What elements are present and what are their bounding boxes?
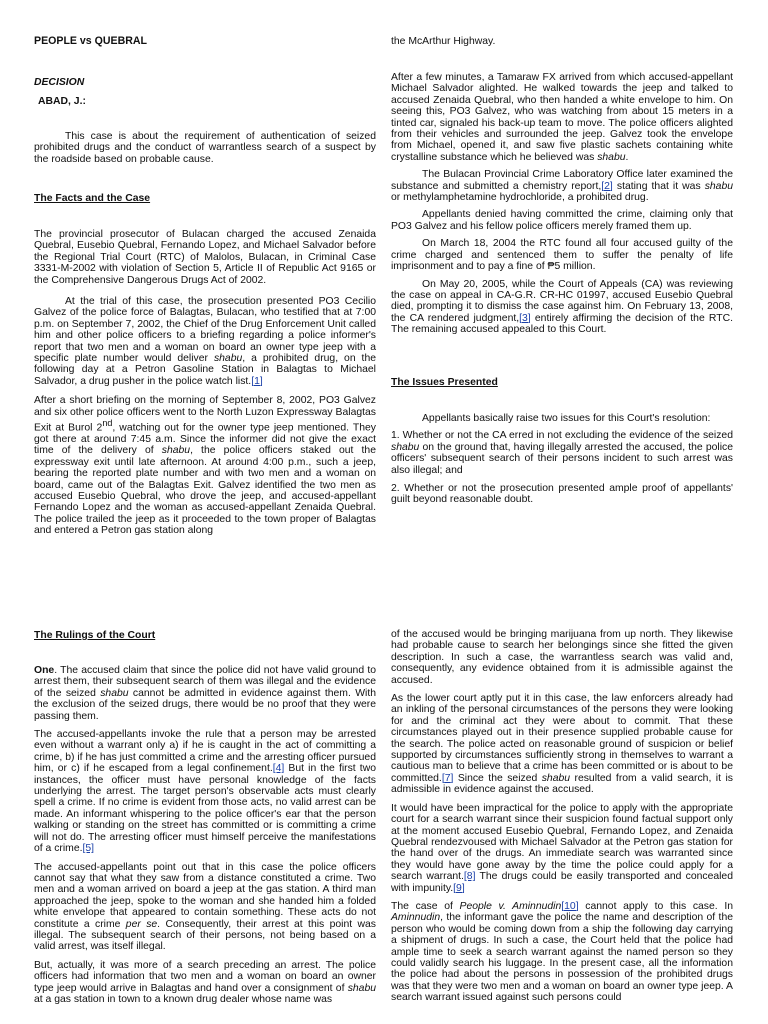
footnote-9-link[interactable]: [9] [453, 882, 465, 894]
footnote-2-link[interactable]: [2] [601, 180, 613, 192]
footnote-10-link[interactable]: [10] [561, 900, 579, 912]
rulings-paragraph-3: The accused-appellants point out that in this case the police officers cannot say that what they saw from a distance constituted a crime. Two men and a woman arrived on board a jeep at the gas station. A third man approached the jeep, spoke to the woman and she handed him a folded white envelope that appeared to contain something. These acts do not constitute a crime per se. Consequently, their arrest at this point was illegal. The subsequent search of their persons, not being based on a valid arrest, was itself illegal. [34, 861, 376, 953]
narrative-paragraph-5: On May 20, 2005, while the Court of Appeals (CA) was reviewing the case on appeal in CA-G.R. CR-HC 01997, accused Eusebio Quebral died, prompting it to dismiss the case against him. On February 13, 2008, the CA rendered judgment,[3] entirely affirming the decision of the RTC. The remaining accused appealed to this Court. [391, 278, 733, 336]
decision-label: DECISION [34, 77, 85, 88]
issues-column [391, 413, 733, 506]
analysis-paragraph-1: As the lower court aptly put it in this case, the law enforcers already had an inkling of the personal circumstances of the persons they were looking for and the criminal act they were about to commit. That these circumstances played out in their presence supplied probable cause for the search. The police acted on reasonable ground of suspicion or belief supported by circumstances sufficiently strong in themselves to warrant a cautious man to believe that a crime has been committed or is about to be committed.[7] Since the seized shabu resulted from a valid search, it is admissible in evidence against the accused. [391, 693, 733, 796]
facts-paragraph-2: At the trial of this case, the prosecution presented PO3 Cecilio Galvez of the police force of Balagtas, Bulacan, who testified that at 7:00 p.m. on September 7, 2002, the Chief of the Drug Enforcement Unit called him and other police officers to a briefing regarding a police informer's report that two men and a woman on board an owner type jeep with a specific plate number would deliver shabu, a prohibited drug, on the following day at a Petron Gasoline Station in Balagtas to Michael Salvador, a drug pusher in the police watch list.[1] [34, 296, 377, 387]
footnote-3-link[interactable]: [3] [519, 312, 531, 324]
issues-intro: Appellants basically raise two issues for this Court's resolution: [422, 413, 711, 424]
intro-paragraph: This case is about the requirement of authentication of seized prohibited drugs and the conduct of warrantless search of a suspect by the roadside based on probable cause. [34, 131, 376, 165]
narrative-paragraph-4: On March 18, 2004 the RTC found all four accused guilty of the crime charged and sentenced them to suffer the penalty of life imprisonment and to pay a fine of ₱5 million. [391, 238, 733, 273]
analysis-paragraph-3: The case of People v. Aminnudin[10] cannot apply to this case. In Aminnudin, the informant gave the police the name and description of the person who would be coming down from a ship the following day carrying a shipment of drugs. In such a case, the Court held that the police had ample time to seek a search warrant against the named person so they could validly search his luggage. In the present case, all the information the police had about the persons in possession of the prohibited drugs was that they were two men and a woman on board an owner type jeep. A search warrant issued against such persons could [391, 900, 733, 1004]
issue-2: 2. Whether or not the prosecution presented ample proof of appellants' guilt beyond reasonable doubt. [391, 483, 733, 506]
analysis-column [391, 629, 733, 1004]
rulings-column [34, 665, 376, 1005]
narrative-paragraph-3: Appellants denied having committed the crime, claiming only that PO3 Galvez and his fellow police officers merely framed them up. [391, 209, 733, 232]
analysis-paragraph-0: of the accused would be bringing marijuana from up north. They likewise had probable cause to search her belongings since she fitted the given description. In such a case, the warrantless search was valid and, consequently, any evidence obtained from it is admissible against the accused. [391, 629, 733, 686]
facts-paragraph-1: The provincial prosecutor of Bulacan charged the accused Zenaida Quebral, Eusebio Quebral, Fernando Lopez, and Michael Salvador before the Regional Trial Court (RTC) of Malolos, Bulacan, in Criminal Case 3331-M-2002 with violation of Section 5, Article II of Republic Act 9165 or the Comprehensive Dangerous Drugs Act of 2002. [34, 229, 376, 286]
rulings-paragraph-4: But, actually, it was more of a search preceding an arrest. The police officers had information that two men and a woman on board an owner type jeep would arrive in Balagtas and hand over a consignment of shabu at a gas station in town to a known drug dealer whose name was [34, 959, 376, 1005]
narrative-paragraph-2: The Bulacan Provincial Crime Laboratory Office later examined the substance and submitted a chemistry report,[2] stating that it was shabu or methylamphetamine hydrochloride, a prohibited drug. [391, 169, 733, 204]
footnote-5-link[interactable]: [5] [82, 843, 95, 855]
facts-column [34, 229, 376, 537]
narrative-column [391, 72, 733, 336]
footnote-1-link[interactable]: [1] [251, 375, 263, 387]
narrative-paragraph-1: After a few minutes, a Tamaraw FX arrived from which accused-appellant Michael Salvador alighted. He walked towards the jeep and talked to accused Zenaida Quebral, who then handed a white envelope to him. On seeing this, PO3 Galvez, who was watching from about 15 meters in a tinted car, signaled his back-up team to move. The police officers alighted from their vehicles and surrounded the jeep. Galvez took the envelope from Michael, opened it, and saw five plastic sachets containing white crystalline substance which he believed was shabu. [391, 72, 733, 163]
heading-rulings: The Rulings of the Court [34, 630, 156, 641]
heading-issues: The Issues Presented [391, 377, 498, 388]
footnote-4-link[interactable]: [4] [272, 763, 285, 775]
case-title: PEOPLE vs QUEBRAL [34, 35, 148, 47]
issue-1: 1. Whether or not the CA erred in not excluding the evidence of the seized shabu on the ground that, having illegally arrested the accused, the police officers' subsequent search of their persons incident to such arrest was also illegal; and [391, 430, 733, 476]
rulings-paragraph-2: The accused-appellants invoke the rule that a person may be arrested even without a warrant only a) if he is caught in the act of committing a crime, b) if he has just committed a crime and the arresting officer pursued him, or c) if he escaped from a legal confinement.[4] But in the first two instances, the officer must have personal knowledge of the facts underlying the arrest. The target person's observable acts must clearly spell a crime. If no crime is evident from those acts, no valid arrest can be made. An informant whispering to the police officer's ear that the person walking or standing on the street has committed or is committing a crime will not do. The arresting officer must himself perceive the manifestations of a crime.[5] [34, 729, 376, 855]
continuation-line: the McArthur Highway. [391, 36, 496, 47]
analysis-paragraph-2: It would have been impractical for the police to apply with the appropriate court for a search warrant since their suspicion found factual support only at the moment accused Eusebio Quebral, Fernando Lopez, and Zenaida Quebral rendezvoused with Michael Salvador at the Petron gas station for the hand over of the drugs. An immediate search was warranted since they would have gone away by the time the police could apply for a search warrant.[8] The drugs could be easily transported and concealed with impunity.[9] [391, 802, 733, 894]
heading-facts: The Facts and the Case [34, 193, 151, 204]
footnote-7-link[interactable]: [7] [441, 772, 454, 784]
facts-paragraph-3: After a short briefing on the morning of September 8, 2002, PO3 Galvez and six other police officers went to the North Luzon Expressway Balagtas Exit at Burol 2nd, watching out for the owner type jeep mentioned. They got there at around 7:45 a.m. Since the informer did not give the exact time of the delivery of shabu, the police officers staked out the expressway exit until late afternoon. At around 4:00 p.m., such a jeep, bearing the reported plate number and with two men and a woman on board, came out of the Balagtas Exit. Galvez identified the two men as accused Eusebio Quebral, who drove the jeep, and accused-appellant Fernando Lopez and the woman as accused-appellant Zenaida Quebral. The police trailed the jeep as it proceeded to the town proper of Balagtas and entered a Petron gas station along [34, 395, 376, 537]
decision-author: ABAD, J.: [38, 96, 86, 107]
rulings-paragraph-1: One. The accused claim that since the police did not have valid ground to arrest them, their subsequent search of them was illegal and the evidence of the seized shabu cannot be admitted in evidence against them. With the exclusion of the seized drugs, there would be no proof that they were passing them. [34, 665, 376, 722]
footnote-8-link[interactable]: [8] [463, 871, 476, 883]
